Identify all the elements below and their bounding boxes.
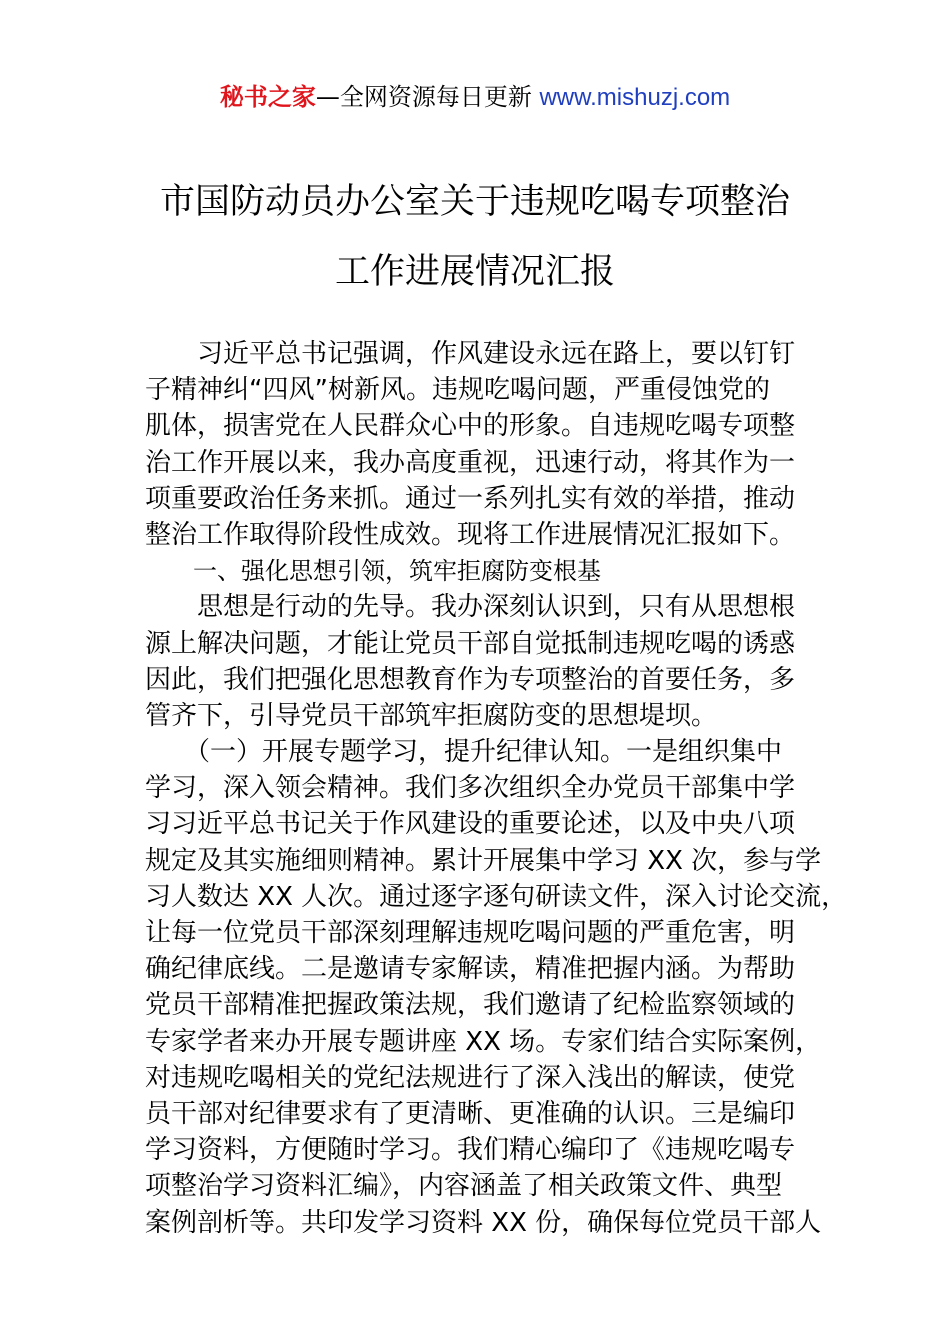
site-header bbox=[0, 80, 950, 115]
body-line: 学习，深入领会精神。我们多次组织全办党员干部集中学 bbox=[145, 773, 796, 804]
body-line: 让每一位党员干部深刻理解违规吃喝问题的严重危害，明 bbox=[145, 918, 796, 948]
body-line: 学习资料，方便随时学习。我们精心编印了《违规吃喝专 bbox=[145, 1135, 796, 1166]
body-line: 习人数达 XX 人次。通过逐字逐句研读文件，深入讨论交流， bbox=[145, 881, 848, 912]
body-line: 规定及其实施细则精神。累计开展集中学习 XX 次，参与学 bbox=[145, 845, 822, 876]
body-line: 源上解决问题，才能让党员干部自觉抵制违规吃喝的诱惑 bbox=[145, 628, 796, 659]
body-line: 治工作开展以来，我办高度重视，迅速行动，将其作为一 bbox=[145, 447, 796, 478]
document-body bbox=[145, 336, 848, 1241]
site-url-link[interactable]: www.mishuzj.com bbox=[539, 84, 731, 111]
body-line: 子精神纠“四风”树新风。违规吃喝问题，严重侵蚀党的 bbox=[145, 375, 770, 406]
body-line: 对违规吃喝相关的党纪法规进行了深入浅出的解读，使党 bbox=[145, 1062, 796, 1093]
body-line: 专家学者来办开展专题讲座 XX 场。专家们结合实际案例， bbox=[145, 1026, 822, 1057]
section-heading: 一、强化思想引领，筑牢拒腐防变根基 bbox=[145, 557, 601, 586]
document-title-line-2: 工作进展情况汇报 bbox=[334, 252, 615, 292]
body-line: 思想是行动的先导。我办深刻认识到，只有从思想根 bbox=[145, 592, 796, 623]
body-line: 案例剖析等。共印发学习资料 XX 份，确保每位党员干部人 bbox=[145, 1207, 822, 1238]
header-tagline: —全网资源每日更新 bbox=[315, 83, 532, 111]
body-line: 管齐下，引导党员干部筑牢拒腐防变的思想堤坝。 bbox=[145, 700, 718, 731]
body-line: 党员干部精准把握政策法规，我们邀请了纪检监察领域的 bbox=[145, 990, 796, 1021]
body-line: 因此，我们把强化思想教育作为专项整治的首要任务，多 bbox=[145, 664, 796, 695]
body-line: 员干部对纪律要求有了更清晰、更准确的认识。三是编印 bbox=[145, 1098, 796, 1129]
document-title-line-1: 市国防动员办公室关于违规吃喝专项整治 bbox=[159, 182, 790, 222]
body-line: 项重要政治任务来抓。通过一系列扎实有效的举措，推动 bbox=[145, 483, 796, 514]
body-line: 肌体，损害党在人民群众心中的形象。自违规吃喝专项整 bbox=[145, 411, 796, 442]
body-line: 项整治学习资料汇编》，内容涵盖了相关政策文件、典型 bbox=[145, 1171, 783, 1202]
body-line: 整治工作取得阶段性成效。现将工作进展情况汇报如下。 bbox=[145, 519, 796, 550]
body-line: 习习近平总书记关于作风建设的重要论述，以及中央八项 bbox=[145, 809, 796, 840]
body-line: 确纪律底线。二是邀请专家解读，精准把握内涵。为帮助 bbox=[145, 954, 796, 985]
body-line: （一）开展专题学习，提升纪律认知。一是组织集中 bbox=[145, 737, 783, 768]
brand-name: 秘书之家 bbox=[219, 83, 316, 111]
body-line: 习近平总书记强调，作风建设永远在路上，要以钉钉 bbox=[145, 339, 796, 369]
